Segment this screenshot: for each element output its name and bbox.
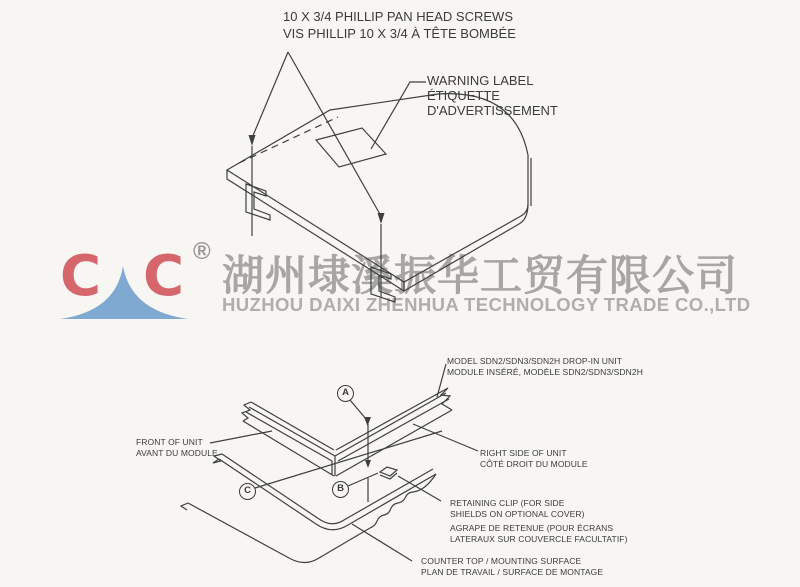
retaining-clip-fr2: LATERAUX SUR COUVERCLE FACULTATIF) [450, 533, 628, 544]
right-side-leader [413, 424, 478, 451]
warning-label-en: WARNING LABEL [427, 73, 534, 88]
retaining-clip-en2: SHIELDS ON OPTIONAL COVER) [450, 508, 585, 519]
screw-leader-left [252, 52, 288, 138]
screws-label-fr: VIS PHILLIP 10 X 3/4 À TÊTE BOMBÉE [283, 26, 516, 41]
right-side-label [480, 448, 588, 469]
model-label-fr: MODULE INSÉRÉ, MODÈLE SDN2/SDN3/SDN2H [447, 366, 643, 377]
right-side-en: RIGHT SIDE OF UNIT [480, 448, 567, 458]
callout-b-leader [348, 473, 378, 486]
callout-a: A [337, 385, 354, 402]
model-label [447, 356, 643, 377]
plate-top-face [227, 94, 528, 282]
warning-label-text [427, 73, 558, 118]
counter-right-wavy-break [370, 474, 436, 528]
company-name-chinese: 湖州埭溪振华工贸有限公司 [222, 252, 739, 299]
counter-top-fr: PLAN DE TRAVAIL / SURFACE DE MONTAGE [421, 566, 604, 577]
retaining-clip-leader [398, 476, 441, 501]
right-side-fr: CÔTÉ DROIT DU MODULE [480, 458, 588, 469]
logo-letter-left: C [60, 244, 102, 309]
callout-b: B [332, 481, 349, 498]
plate-thickness-left [227, 170, 404, 291]
unit-left-arm-inner [246, 412, 332, 461]
arrowhead-left [249, 135, 256, 146]
warning-label-fr2: D'ADVERTISSEMENT [427, 103, 558, 118]
logo-letter-right: C [143, 244, 185, 309]
counter-front-left-break [181, 503, 188, 510]
registered-trademark-icon: ® [193, 238, 211, 265]
retaining-clip-en1: RETAINING CLIP (FOR SIDE [450, 498, 565, 508]
counter-front-edge [188, 503, 370, 563]
callout-a-leader [350, 400, 366, 419]
unit-right-arm-bottom [336, 410, 452, 476]
unit-left-break [242, 402, 251, 421]
counter-top-en: COUNTER TOP / MOUNTING SURFACE [421, 556, 582, 566]
unit-left-arm-top [251, 402, 334, 450]
counter-top-label [421, 556, 603, 577]
front-of-unit-leader [210, 431, 272, 443]
front-of-unit-en: FRONT OF UNIT [136, 437, 203, 447]
front-of-unit-label [136, 437, 218, 458]
arrowhead-a-clip [365, 460, 371, 468]
arrowhead-right [378, 213, 385, 224]
retaining-clip-label [450, 498, 628, 544]
unit-right-arm-inner [338, 399, 449, 461]
model-label-en: MODEL SDN2/SDN3/SDN2H DROP-IN UNIT [447, 356, 622, 366]
counter-top-leader [352, 524, 412, 561]
retaining-clip-fr1: AGRAPE DE RETENUE (POUR ÉCRANS [450, 523, 614, 533]
company-name-english: HUZHOU DAIXI ZHENHUA TECHNOLOGY TRADE CO.,LTD [222, 294, 751, 315]
screws-label-en: 10 X 3/4 PHILLIP PAN HEAD SCREWS [283, 9, 513, 24]
front-of-unit-fr: AVANT DU MODULE [136, 447, 218, 458]
warning-label-leader [371, 82, 426, 149]
bottom-drawing-unit-corner [181, 364, 478, 563]
warning-label-cutout [316, 128, 386, 167]
callout-c: C [239, 483, 256, 500]
warning-label-fr1: ÉTIQUETTE [427, 88, 500, 103]
screws-label [283, 8, 516, 42]
unit-left-arm-edge [249, 407, 335, 456]
